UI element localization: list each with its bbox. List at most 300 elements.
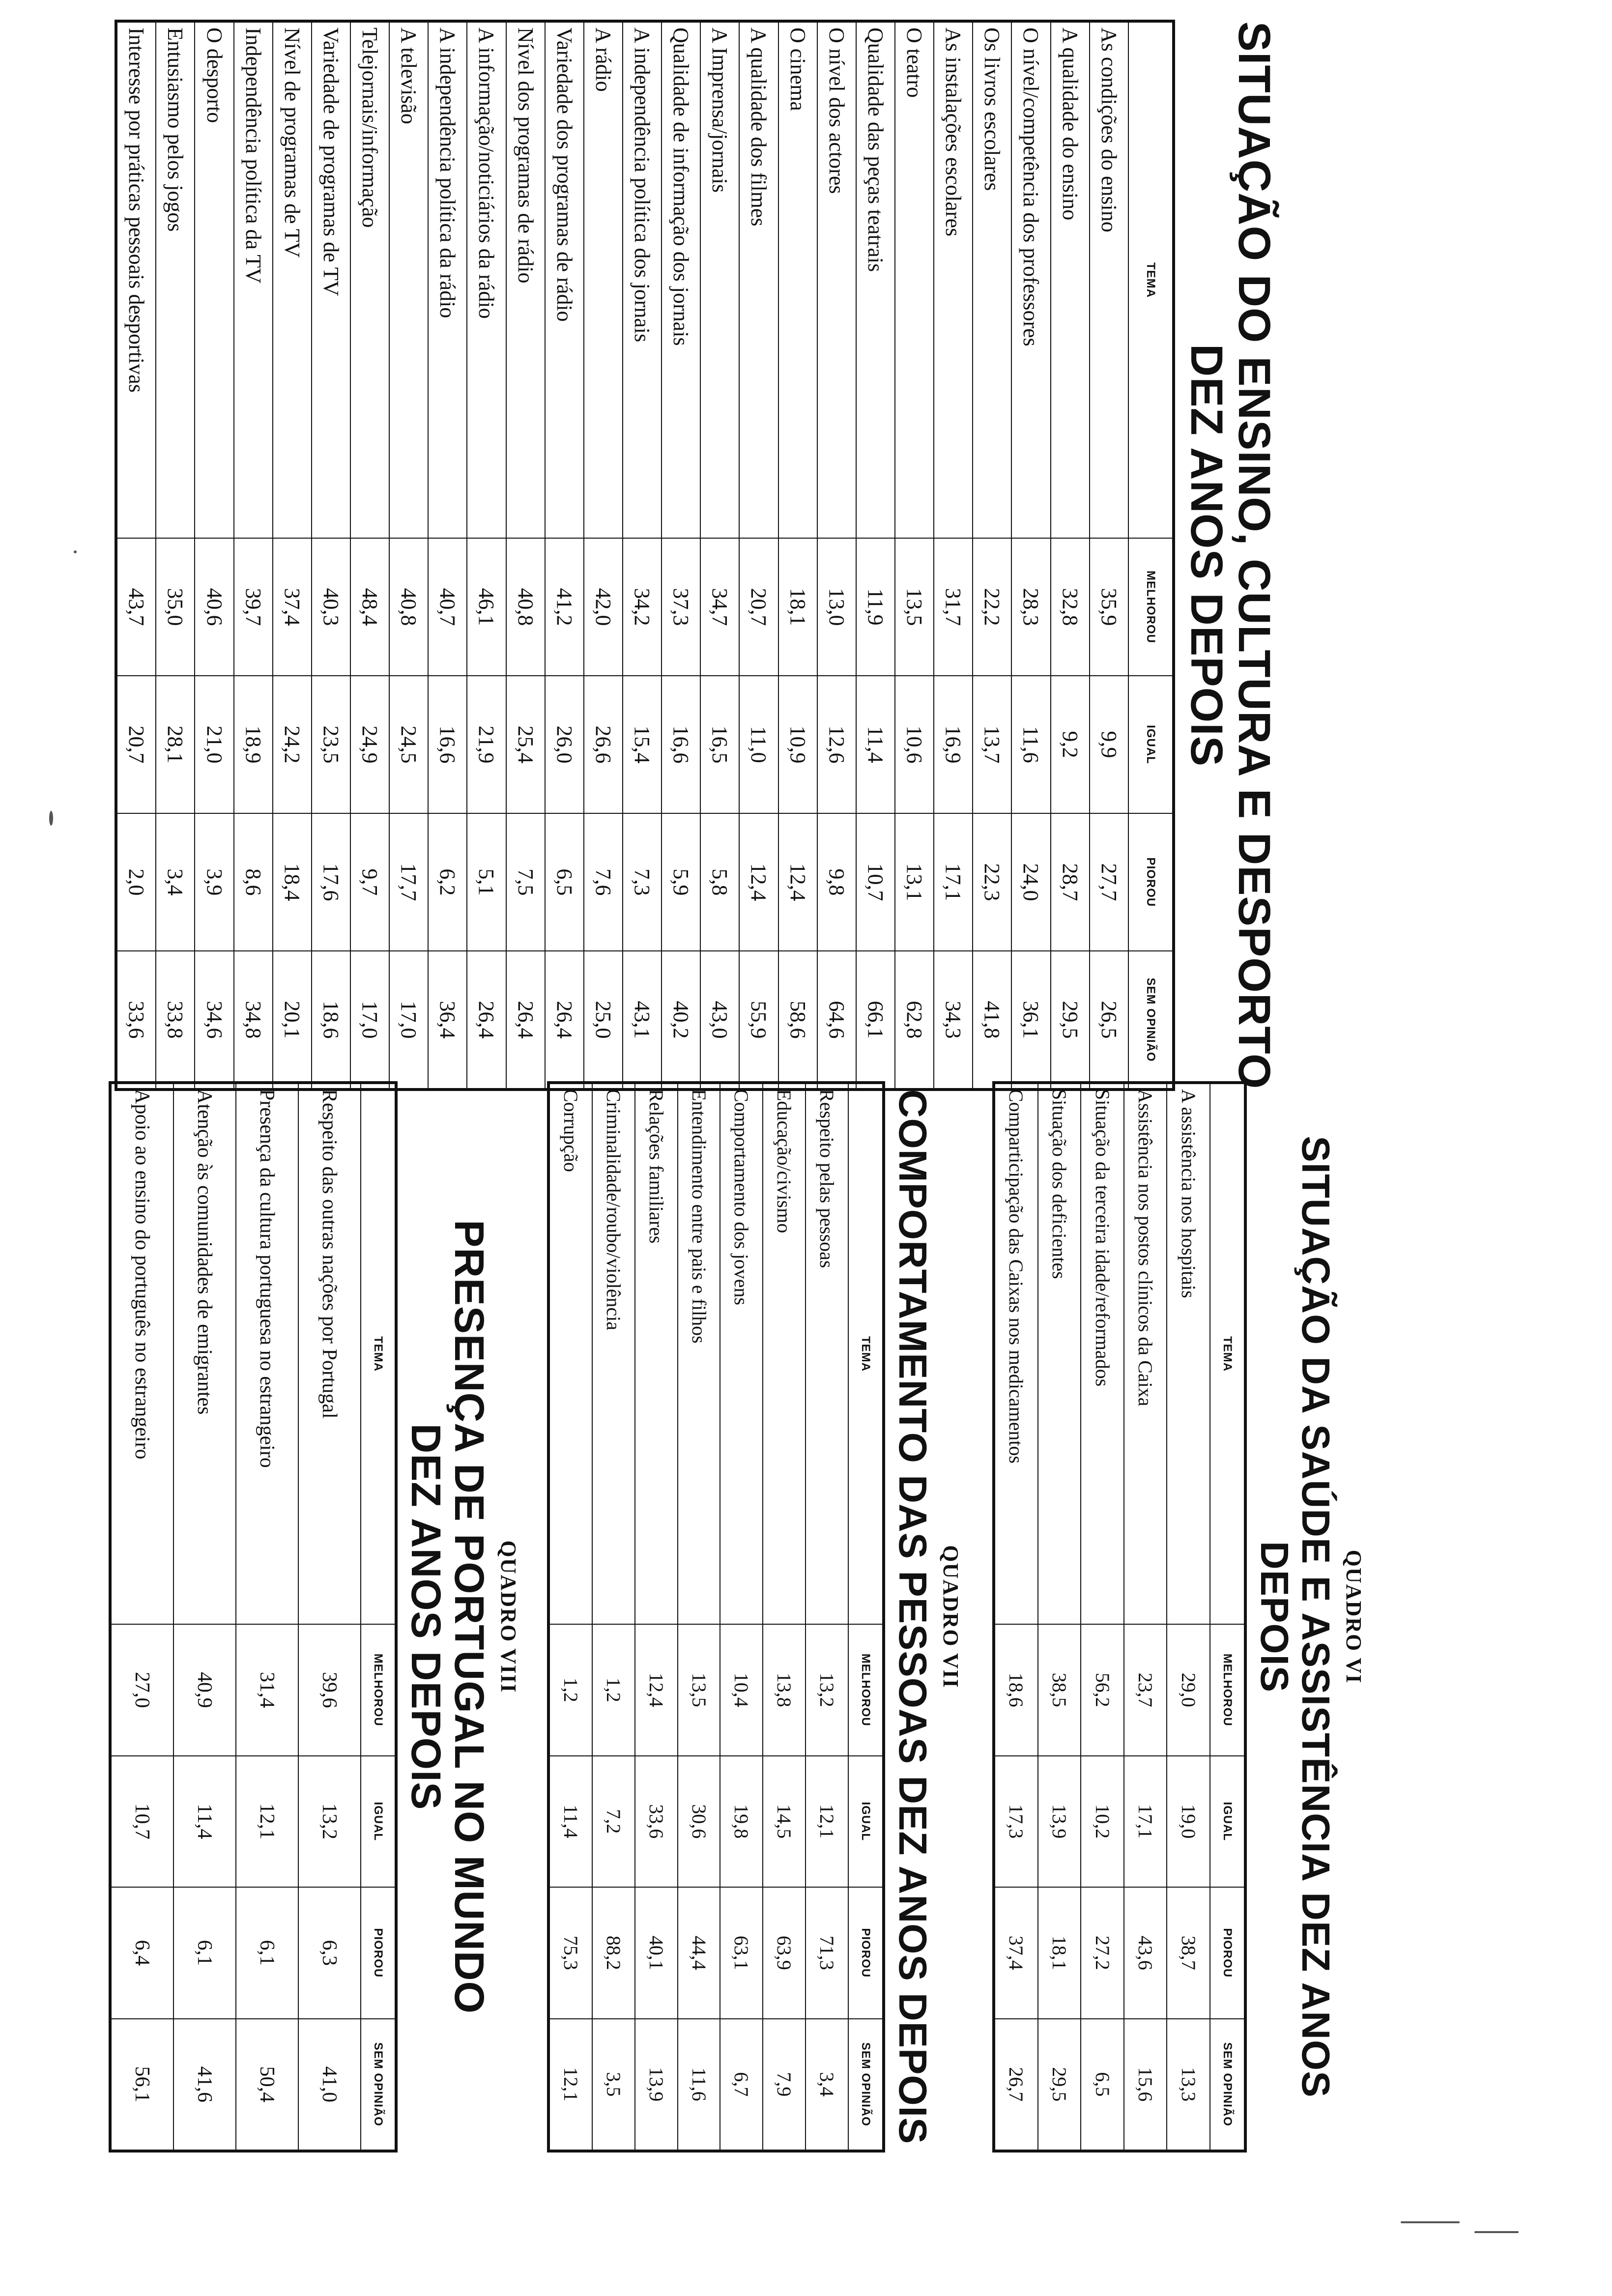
comportamento-title: COMPORTAMENTO DAS PESSOAS DEZ ANOS DEPOIS (891, 1089, 935, 2145)
row-tema: Nível de programas de TV (273, 22, 312, 538)
table-row (195, 22, 233, 1089)
col-igual: IGUAL (361, 1756, 395, 1888)
row-sem-opiniao: 13,9 (635, 2019, 678, 2151)
row-piorou: 12,4 (739, 813, 778, 951)
table-row (623, 22, 662, 1089)
portugal-table-box (109, 1081, 398, 2152)
row-melhorou: 56,2 (1081, 1624, 1124, 1756)
row-igual: 10,2 (1081, 1756, 1124, 1888)
row-tema: A informação/noticiários da rádio (467, 22, 506, 538)
table-row (111, 1084, 173, 2150)
row-melhorou: 31,7 (934, 538, 973, 676)
row-igual: 11,4 (173, 1756, 236, 1888)
row-sem-opiniao: 34,3 (934, 951, 973, 1089)
row-sem-opiniao: 6,7 (720, 2019, 763, 2151)
comportamento-label: QUADRO VII (939, 1545, 963, 1689)
table-row (1081, 1084, 1124, 2150)
row-sem-opiniao: 26,4 (506, 951, 545, 1089)
row-sem-opiniao: 29,5 (1051, 951, 1090, 1089)
row-piorou: 6,1 (236, 1887, 298, 2019)
row-piorou: 22,3 (973, 813, 1011, 951)
row-igual: 13,9 (1038, 1756, 1081, 1888)
table-row (720, 1084, 763, 2150)
row-sem-opiniao: 41,6 (173, 2019, 236, 2151)
row-piorou: 27,7 (1090, 813, 1128, 951)
row-melhorou: 1,2 (549, 1624, 592, 1756)
row-melhorou: 40,6 (195, 538, 233, 676)
row-piorou: 5,9 (662, 813, 700, 951)
row-igual: 11,6 (1011, 676, 1050, 813)
row-tema: Apoio ao ensino do português no estrangeiro (111, 1084, 173, 1624)
portugal-header-row (361, 1084, 395, 2150)
row-melhorou: 12,4 (635, 1624, 678, 1756)
row-igual: 25,4 (506, 676, 545, 813)
row-tema: Atenção às comunidades de emigrantes (173, 1084, 236, 1624)
saude-label: QUADRO VI (1342, 1550, 1366, 1684)
portugal-section (88, 1081, 521, 2152)
col-piorou: PIOROU (361, 1887, 395, 2019)
row-piorou: 9,7 (350, 813, 389, 951)
table-row (806, 1084, 848, 2150)
row-igual: 19,0 (1167, 1756, 1210, 1888)
row-igual: 17,1 (1124, 1756, 1167, 1888)
row-sem-opiniao: 36,4 (428, 951, 467, 1089)
row-melhorou: 40,8 (506, 538, 545, 676)
col-melhorou: MELHOROU (361, 1624, 395, 1756)
row-tema: Os livros escolares (973, 22, 1011, 538)
row-tema: Relações familiares (635, 1084, 678, 1624)
table-row (350, 22, 389, 1089)
row-sem-opiniao: 3,4 (806, 2019, 848, 2151)
row-piorou: 6,2 (428, 813, 467, 951)
row-tema: Educação/civismo (763, 1084, 806, 1624)
row-tema: A rádio (584, 22, 623, 538)
row-piorou: 6,5 (545, 813, 584, 951)
col-igual: IGUAL (1210, 1756, 1244, 1888)
row-igual: 13,7 (973, 676, 1011, 813)
row-sem-opiniao: 18,6 (312, 951, 350, 1089)
col-sem-opiniao: SEM OPINIÃO (361, 2019, 395, 2151)
row-sem-opiniao: 33,8 (156, 951, 195, 1089)
row-sem-opiniao: 6,5 (1081, 2019, 1124, 2151)
comportamento-header-row (848, 1084, 883, 2150)
row-tema: O cinema (778, 22, 817, 538)
ensino-header-row (1128, 22, 1173, 1089)
portugal-rows (111, 1084, 361, 2150)
row-sem-opiniao: 26,4 (545, 951, 584, 1089)
row-melhorou: 18,1 (778, 538, 817, 676)
comportamento-section (531, 1081, 963, 2152)
col-igual: IGUAL (1128, 676, 1173, 813)
row-melhorou: 34,7 (700, 538, 739, 676)
row-tema: O nível dos actores (817, 22, 856, 538)
row-tema: A televisão (389, 22, 428, 538)
table-row (817, 22, 856, 1089)
row-igual: 11,4 (549, 1756, 592, 1888)
row-igual: 15,4 (623, 676, 662, 813)
row-piorou: 63,1 (720, 1887, 763, 2019)
col-piorou: PIOROU (848, 1887, 883, 2019)
row-sem-opiniao: 58,6 (778, 951, 817, 1089)
row-sem-opiniao: 64,6 (817, 951, 856, 1089)
row-igual: 24,9 (350, 676, 389, 813)
table-row (678, 1084, 720, 2150)
comportamento-rows (549, 1084, 848, 2150)
col-melhorou: MELHOROU (1210, 1624, 1244, 1756)
row-sem-opiniao: 15,6 (1124, 2019, 1167, 2151)
scan-speck (49, 811, 53, 826)
row-sem-opiniao: 41,0 (298, 2019, 361, 2151)
row-melhorou: 35,9 (1090, 538, 1128, 676)
row-sem-opiniao: 7,9 (763, 2019, 806, 2151)
row-tema: O nível/competência dos professores (1011, 22, 1050, 538)
row-melhorou: 40,7 (428, 538, 467, 676)
row-melhorou: 41,2 (545, 538, 584, 676)
row-melhorou: 40,9 (173, 1624, 236, 1756)
row-tema: Nível dos programas de rádio (506, 22, 545, 538)
row-piorou: 17,6 (312, 813, 350, 951)
row-melhorou: 39,6 (298, 1624, 361, 1756)
row-melhorou: 29,0 (1167, 1624, 1210, 1756)
row-piorou: 7,5 (506, 813, 545, 951)
row-melhorou: 35,0 (156, 538, 195, 676)
row-sem-opiniao: 56,1 (111, 2019, 173, 2151)
row-piorou: 38,7 (1167, 1887, 1210, 2019)
row-tema: Qualidade de informação dos jornais (662, 22, 700, 538)
row-tema: O teatro (895, 22, 934, 538)
table-row (389, 22, 428, 1089)
row-tema: Entendimento entre pais e filhos (678, 1084, 720, 1624)
row-piorou: 2,0 (117, 813, 156, 951)
row-igual: 33,6 (635, 1756, 678, 1888)
row-igual: 11,0 (739, 676, 778, 813)
row-piorou: 7,3 (623, 813, 662, 951)
row-sem-opiniao: 12,1 (549, 2019, 592, 2151)
ensino-section (88, 20, 1278, 1091)
row-tema: Telejornais/informação (350, 22, 389, 538)
row-melhorou: 13,5 (895, 538, 934, 676)
table-row (236, 1084, 298, 2150)
row-tema: Criminalidade/roubo/violência (592, 1084, 635, 1624)
row-piorou: 10,7 (856, 813, 895, 951)
row-piorou: 5,1 (467, 813, 506, 951)
comportamento-table-box (547, 1081, 885, 2152)
row-tema: A qualidade do ensino (1051, 22, 1090, 538)
table-row (549, 1084, 592, 2150)
row-tema: Comparticipação das Caixas nos medicamentos (995, 1084, 1038, 1624)
row-sem-opiniao: 34,6 (195, 951, 233, 1089)
row-igual: 16,5 (700, 676, 739, 813)
col-igual: IGUAL (848, 1756, 883, 1888)
row-melhorou: 18,6 (995, 1624, 1038, 1756)
table-row (273, 22, 312, 1089)
scan-speck (74, 550, 77, 553)
table-row (662, 22, 700, 1089)
table-row (545, 22, 584, 1089)
row-igual: 24,5 (389, 676, 428, 813)
saude-table-box (992, 1081, 1247, 2152)
row-piorou: 17,7 (389, 813, 428, 951)
row-piorou: 13,1 (895, 813, 934, 951)
row-igual: 9,9 (1090, 676, 1128, 813)
scan-speck (1474, 2231, 1519, 2233)
row-melhorou: 40,3 (312, 538, 350, 676)
table-row (1090, 22, 1128, 1089)
row-piorou: 7,6 (584, 813, 623, 951)
row-tema: Variedade dos programas de rádio (545, 22, 584, 538)
row-piorou: 6,3 (298, 1887, 361, 2019)
row-tema: A Imprensa/jornais (700, 22, 739, 538)
row-piorou: 6,1 (173, 1887, 236, 2019)
row-tema: A independência política da rádio (428, 22, 467, 538)
row-tema: Qualidade das peças teatrais (856, 22, 895, 538)
col-tema: TEMA (1210, 1084, 1244, 1624)
row-tema: Independência política da TV (234, 22, 273, 538)
table-row (506, 22, 545, 1089)
row-melhorou: 27,0 (111, 1624, 173, 1756)
table-row (1011, 22, 1050, 1089)
table-row (584, 22, 623, 1089)
table-row (934, 22, 973, 1089)
row-igual: 30,6 (678, 1756, 720, 1888)
table-row (739, 22, 778, 1089)
col-melhorou: MELHOROU (1128, 538, 1173, 676)
saude-title: SITUAÇÃO DA SAÚDE E ASSISTÊNCIA DEZ ANOS DEPOIS (1253, 1136, 1338, 2098)
row-igual: 21,9 (467, 676, 506, 813)
table-row (895, 22, 934, 1089)
table-row (763, 1084, 806, 2150)
table-row (778, 22, 817, 1089)
row-melhorou: 37,3 (662, 538, 700, 676)
row-sem-opiniao: 26,7 (995, 2019, 1038, 2151)
row-piorou: 24,0 (1011, 813, 1050, 951)
portugal-title-line2: DEZ ANOS DEPOIS (403, 1423, 449, 1810)
row-piorou: 28,7 (1051, 813, 1090, 951)
row-tema: Respeito das outras nações por Portugal (298, 1084, 361, 1624)
row-igual: 14,5 (763, 1756, 806, 1888)
row-tema: As condições do ensino (1090, 22, 1128, 538)
row-igual: 16,9 (934, 676, 973, 813)
row-melhorou: 37,4 (273, 538, 312, 676)
row-igual: 28,1 (156, 676, 195, 813)
row-sem-opiniao: 55,9 (739, 951, 778, 1089)
col-sem-opiniao: SEM OPINIÃO (848, 2019, 883, 2151)
row-piorou: 88,2 (592, 1887, 635, 2019)
row-piorou: 8,6 (234, 813, 273, 951)
row-sem-opiniao: 66,1 (856, 951, 895, 1089)
row-tema: Interesse por práticas pessoais desportivas (117, 22, 156, 538)
row-sem-opiniao: 34,8 (234, 951, 273, 1089)
row-igual: 9,2 (1051, 676, 1090, 813)
col-piorou: PIOROU (1128, 813, 1173, 951)
row-melhorou: 10,4 (720, 1624, 763, 1756)
row-piorou: 27,2 (1081, 1887, 1124, 2019)
row-melhorou: 1,2 (592, 1624, 635, 1756)
row-melhorou: 13,0 (817, 538, 856, 676)
ensino-title-line1: SITUAÇÃO DO ENSINO, CULTURA E DESPORTO (1229, 21, 1279, 1090)
row-sem-opiniao: 17,0 (350, 951, 389, 1089)
row-melhorou: 20,7 (739, 538, 778, 676)
portugal-title-line1: PRESENÇA DE PORTUGAL NO MUNDO (446, 1220, 492, 2014)
table-row (592, 1084, 635, 2150)
ensino-table (116, 22, 1173, 1089)
row-tema: Respeito pelas pessoas (806, 1084, 848, 1624)
row-tema: O desporto (195, 22, 233, 538)
row-sem-opiniao: 17,0 (389, 951, 428, 1089)
row-tema: A independência política dos jornais (623, 22, 662, 538)
row-melhorou: 43,7 (117, 538, 156, 676)
row-piorou: 63,9 (763, 1887, 806, 2019)
row-melhorou: 34,2 (623, 538, 662, 676)
row-igual: 10,7 (111, 1756, 173, 1888)
row-melhorou: 13,8 (763, 1624, 806, 1756)
row-sem-opiniao: 41,8 (973, 951, 1011, 1089)
row-melhorou: 23,7 (1124, 1624, 1167, 1756)
col-tema: TEMA (848, 1084, 883, 1624)
row-sem-opiniao: 3,5 (592, 2019, 635, 2151)
row-igual: 16,6 (428, 676, 467, 813)
row-sem-opiniao: 43,1 (623, 951, 662, 1089)
portugal-label: QUADRO VIII (496, 1540, 520, 1693)
row-piorou: 18,1 (1038, 1887, 1081, 2019)
row-igual: 23,5 (312, 676, 350, 813)
row-igual: 21,0 (195, 676, 233, 813)
row-sem-opiniao: 25,0 (584, 951, 623, 1089)
row-melhorou: 38,5 (1038, 1624, 1081, 1756)
row-piorou: 6,4 (111, 1887, 173, 2019)
row-piorou: 75,3 (549, 1887, 592, 2019)
row-sem-opiniao: 20,1 (273, 951, 312, 1089)
row-melhorou: 32,8 (1051, 538, 1090, 676)
row-melhorou: 39,7 (234, 538, 273, 676)
table-row (1051, 22, 1090, 1089)
row-sem-opiniao: 43,0 (700, 951, 739, 1089)
table-row (234, 22, 273, 1089)
row-piorou: 43,6 (1124, 1887, 1167, 2019)
table-row (428, 22, 467, 1089)
row-tema: A assistência nos hospitais (1167, 1084, 1210, 1624)
row-piorou: 18,4 (273, 813, 312, 951)
row-piorou: 17,1 (934, 813, 973, 951)
table-row (117, 22, 156, 1089)
row-melhorou: 13,5 (678, 1624, 720, 1756)
row-piorou: 5,8 (700, 813, 739, 951)
row-melhorou: 13,2 (806, 1624, 848, 1756)
ensino-title-line2: DEZ ANOS DEPOIS (1181, 344, 1232, 767)
col-sem-opiniao: SEM OPINIÃO (1210, 2019, 1244, 2151)
row-igual: 10,6 (895, 676, 934, 813)
row-sem-opiniao: 62,8 (895, 951, 934, 1089)
table-row (156, 22, 195, 1089)
row-sem-opiniao: 36,1 (1011, 951, 1050, 1089)
row-melhorou: 40,8 (389, 538, 428, 676)
row-igual: 11,4 (856, 676, 895, 813)
row-piorou: 9,8 (817, 813, 856, 951)
row-tema: Presença da cultura portuguesa no estrangeiro (236, 1084, 298, 1624)
row-tema: Variedade de programas de TV (312, 22, 350, 538)
row-igual: 12,6 (817, 676, 856, 813)
row-tema: Comportamento dos jovens (720, 1084, 763, 1624)
table-row (856, 22, 895, 1089)
row-tema: Situação da terceira idade/reformados (1081, 1084, 1124, 1624)
table-row (173, 1084, 236, 2150)
row-sem-opiniao: 26,5 (1090, 951, 1128, 1089)
col-tema: TEMA (1128, 22, 1173, 538)
row-melhorou: 28,3 (1011, 538, 1050, 676)
row-melhorou: 31,4 (236, 1624, 298, 1756)
portugal-table (111, 1083, 396, 2151)
row-igual: 26,6 (584, 676, 623, 813)
scan-speck (1401, 2221, 1460, 2223)
row-melhorou: 46,1 (467, 538, 506, 676)
row-igual: 12,1 (236, 1756, 298, 1888)
row-igual: 20,7 (117, 676, 156, 813)
row-melhorou: 11,9 (856, 538, 895, 676)
row-sem-opiniao: 26,4 (467, 951, 506, 1089)
table-row (700, 22, 739, 1089)
row-sem-opiniao: 33,6 (117, 951, 156, 1089)
row-piorou: 37,4 (995, 1887, 1038, 2019)
table-row (1124, 1084, 1167, 2150)
row-sem-opiniao: 13,3 (1167, 2019, 1210, 2151)
row-sem-opiniao: 40,2 (662, 951, 700, 1089)
table-row (298, 1084, 361, 2150)
row-sem-opiniao: 50,4 (236, 2019, 298, 2151)
table-row (312, 22, 350, 1089)
row-piorou: 12,4 (778, 813, 817, 951)
col-melhorou: MELHOROU (848, 1624, 883, 1756)
row-igual: 7,2 (592, 1756, 635, 1888)
row-piorou: 71,3 (806, 1887, 848, 2019)
col-sem-opiniao: SEM OPINIÃO (1128, 951, 1173, 1089)
saude-rows (995, 1084, 1210, 2150)
row-melhorou: 42,0 (584, 538, 623, 676)
row-tema: Entusiasmo pelos jogos (156, 22, 195, 538)
row-tema: Assistência nos postos clínicos da Caixa (1124, 1084, 1167, 1624)
row-tema: As instalações escolares (934, 22, 973, 538)
table-row (1167, 1084, 1210, 2150)
ensino-rows (117, 22, 1128, 1089)
comportamento-table (549, 1083, 883, 2151)
col-piorou: PIOROU (1210, 1887, 1244, 2019)
saude-header-row (1210, 1084, 1244, 2150)
row-tema: Situação dos deficientes (1038, 1084, 1081, 1624)
row-igual: 24,2 (273, 676, 312, 813)
row-melhorou: 22,2 (973, 538, 1011, 676)
row-piorou: 40,1 (635, 1887, 678, 2019)
row-igual: 19,8 (720, 1756, 763, 1888)
row-sem-opiniao: 11,6 (678, 2019, 720, 2151)
row-sem-opiniao: 29,5 (1038, 2019, 1081, 2151)
row-igual: 18,9 (234, 676, 273, 813)
table-row (1038, 1084, 1081, 2150)
col-tema: TEMA (361, 1084, 395, 1624)
row-tema: Corrupção (549, 1084, 592, 1624)
table-row (973, 22, 1011, 1089)
table-row (635, 1084, 678, 2150)
row-igual: 16,6 (662, 676, 700, 813)
row-piorou: 44,4 (678, 1887, 720, 2019)
row-igual: 10,9 (778, 676, 817, 813)
row-igual: 12,1 (806, 1756, 848, 1888)
row-igual: 26,0 (545, 676, 584, 813)
table-row (995, 1084, 1038, 2150)
ensino-table-box (115, 20, 1175, 1091)
table-row (467, 22, 506, 1089)
row-tema: A qualidade dos filmes (739, 22, 778, 538)
row-melhorou: 48,4 (350, 538, 389, 676)
saude-section (1005, 1081, 1366, 2152)
